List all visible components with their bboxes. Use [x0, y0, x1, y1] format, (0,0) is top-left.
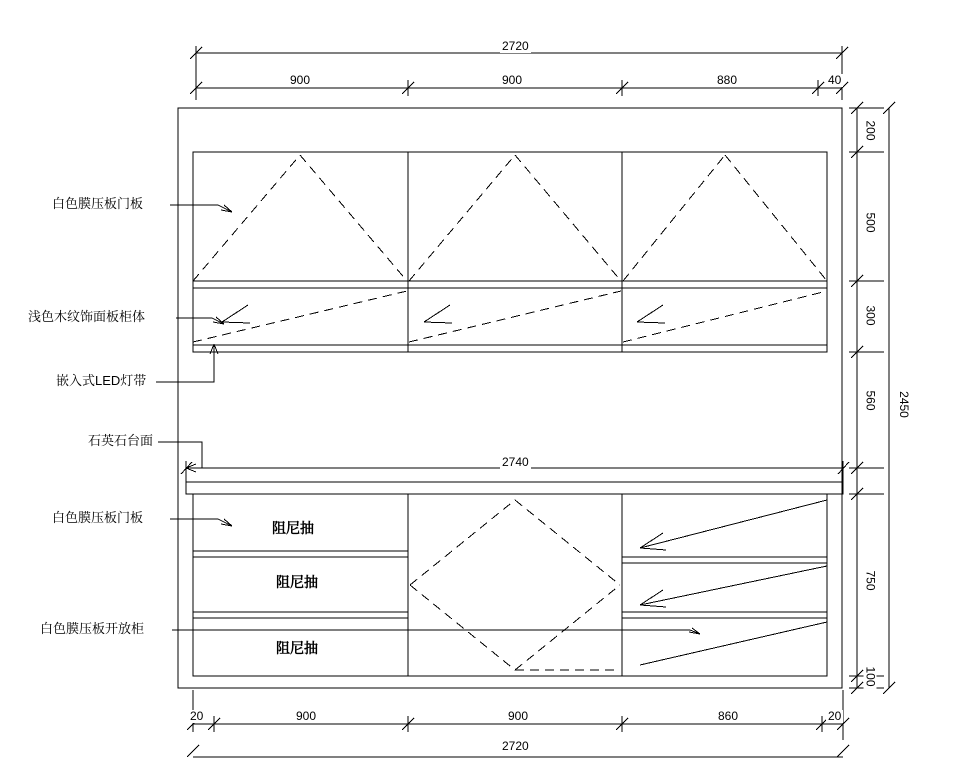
drawer-label-3: 阻尼抽: [276, 640, 318, 656]
drawer-label-2: 阻尼抽: [276, 574, 318, 590]
dim-countertop: 2740: [502, 455, 529, 469]
dim-right-overall: 2450: [896, 391, 911, 418]
dim-right-1: 200: [863, 120, 878, 141]
drawer-label-1: 阻尼抽: [272, 520, 314, 536]
dim-right-2: 500: [863, 212, 878, 233]
callout-led-strip: 嵌入式LED灯带: [56, 373, 147, 388]
dim-top-overall: 2720: [502, 39, 529, 53]
dim-right-5: 750: [863, 570, 878, 591]
dim-bottom-3: 900: [508, 709, 529, 723]
dim-right-6: 100: [863, 666, 878, 687]
dim-bottom-5: 20: [828, 709, 842, 723]
dim-top-2: 900: [502, 73, 523, 87]
dim-bottom-4: 860: [718, 709, 739, 723]
callout-upper-door-panel: 白色膜压板门板: [52, 196, 144, 211]
callout-open-cabinet: 白色膜压板开放柜: [40, 621, 145, 636]
dim-top-3: 880: [717, 73, 738, 87]
callout-lower-door-panel: 白色膜压板门板: [52, 510, 144, 525]
callout-quartz-countertop: 石英石台面: [88, 433, 154, 448]
callout-cabinet-body: 浅色木纹饰面板柜体: [28, 309, 146, 324]
dim-right-3: 300: [863, 305, 878, 326]
dim-bottom-overall: 2720: [502, 739, 529, 753]
dim-bottom-1: 20: [190, 709, 204, 723]
dim-top-4: 40: [828, 73, 842, 87]
dim-top-1: 900: [290, 73, 311, 87]
dim-right-4: 560: [863, 390, 878, 411]
dim-bottom-2: 900: [296, 709, 317, 723]
